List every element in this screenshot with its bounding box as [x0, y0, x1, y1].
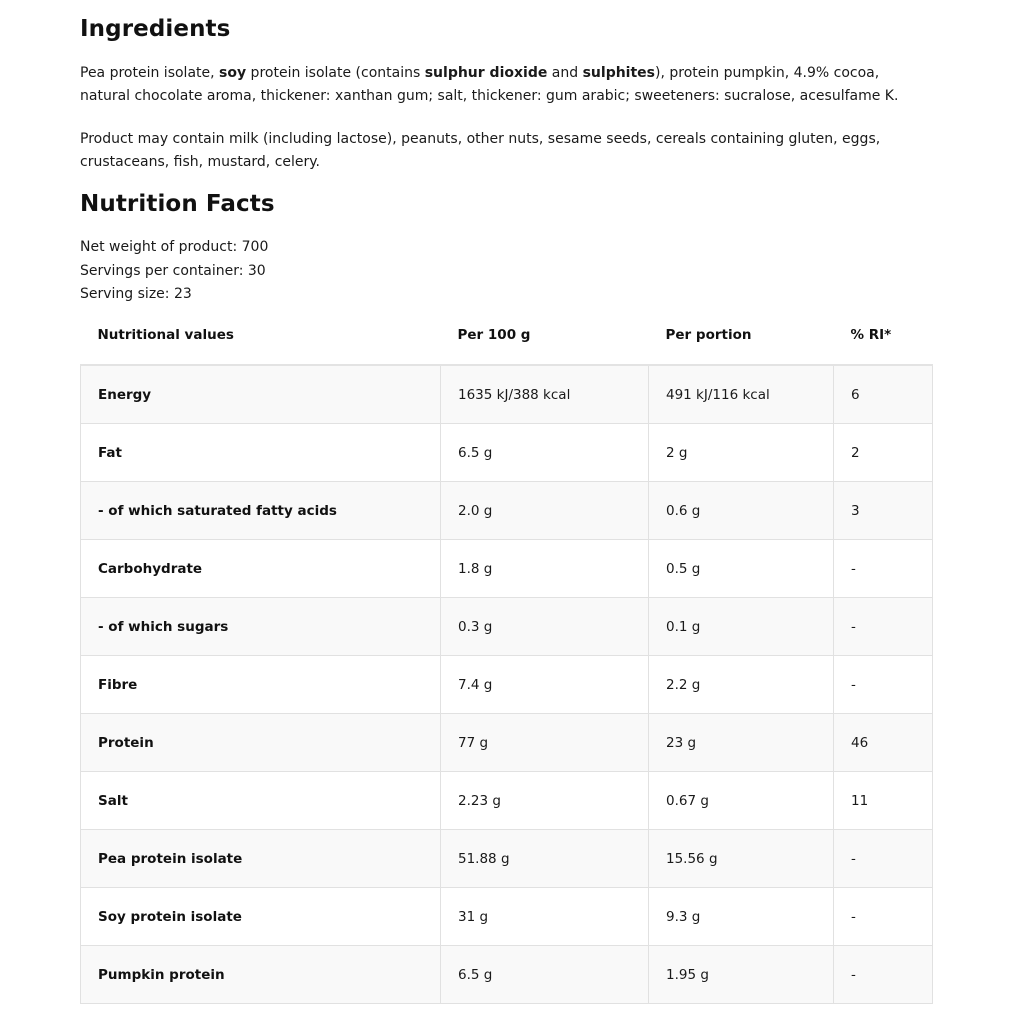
- col-header-ri: % RI*: [834, 306, 933, 365]
- table-row: [81, 365, 933, 424]
- value-per-portion: 0.5 g: [649, 540, 834, 598]
- table-header-row: [81, 306, 933, 365]
- value-ri: 11: [834, 772, 933, 830]
- value-per-portion: 9.3 g: [649, 888, 834, 946]
- product-meta: [80, 236, 268, 307]
- col-header-nutritional-values: Nutritional values: [81, 306, 441, 365]
- value-per-portion: 0.67 g: [649, 772, 834, 830]
- table-row: [81, 656, 933, 714]
- nutrient-name: Energy: [81, 365, 441, 424]
- table-row: [81, 598, 933, 656]
- allergen-sulphur-dioxide: sulphur dioxide: [424, 65, 548, 81]
- col-header-per-100g: Per 100 g: [441, 306, 649, 365]
- value-per-100g: 6.5 g: [441, 424, 649, 482]
- nutrient-name: Carbohydrate: [81, 540, 441, 598]
- table-row: [81, 772, 933, 830]
- nutrient-name: - of which saturated fatty acids: [81, 482, 441, 540]
- nutrient-name: - of which sugars: [81, 598, 441, 656]
- value-per-portion: 2.2 g: [649, 656, 834, 714]
- value-ri: 6: [834, 365, 933, 424]
- net-weight: Net weight of product: 700: [80, 239, 269, 255]
- nutrition-table: [80, 306, 933, 1004]
- nutrient-name: Pumpkin protein: [81, 946, 441, 1004]
- table-row: [81, 482, 933, 540]
- value-per-100g: 1.8 g: [441, 540, 649, 598]
- nutrient-name: Salt: [81, 772, 441, 830]
- value-per-portion: 23 g: [649, 714, 834, 772]
- value-per-portion: 15.56 g: [649, 830, 834, 888]
- nutrient-name: Fibre: [81, 656, 441, 714]
- ingredients-part: and: [547, 65, 583, 81]
- value-per-100g: 2.0 g: [441, 482, 649, 540]
- servings-per-container: Servings per container: 30: [80, 262, 266, 279]
- value-per-100g: 0.3 g: [441, 598, 649, 656]
- nutrition-heading: Nutrition Facts: [80, 191, 275, 217]
- allergen-sulphites: sulphites: [582, 65, 655, 81]
- allergen-note: Product may contain milk (including lactose), peanuts, other nuts, sesame seeds, cereals containing gluten, eggs, crustaceans, fish, mustard, celery.: [80, 131, 881, 170]
- ingredients-part: protein isolate (contains: [246, 65, 425, 81]
- value-ri: -: [834, 888, 933, 946]
- value-ri: -: [834, 946, 933, 1004]
- table-row: [81, 946, 933, 1004]
- table-row: [81, 888, 933, 946]
- value-ri: -: [834, 540, 933, 598]
- allergen-soy: soy: [219, 65, 247, 81]
- value-per-100g: 31 g: [441, 888, 649, 946]
- value-ri: -: [834, 830, 933, 888]
- value-per-portion: 0.6 g: [649, 482, 834, 540]
- value-per-100g: 1635 kJ/388 kcal: [441, 365, 649, 424]
- value-ri: 46: [834, 714, 933, 772]
- nutrient-name: Soy protein isolate: [81, 888, 441, 946]
- nutrient-name: Protein: [81, 714, 441, 772]
- value-per-portion: 491 kJ/116 kcal: [649, 365, 834, 424]
- value-ri: -: [834, 656, 933, 714]
- nutrient-name: Pea protein isolate: [81, 830, 441, 888]
- value-per-100g: 77 g: [441, 714, 649, 772]
- serving-size: Serving size: 23: [80, 286, 192, 302]
- ingredients-part: Pea protein isolate,: [80, 65, 220, 81]
- table-row: [81, 714, 933, 772]
- value-per-100g: 6.5 g: [441, 946, 649, 1004]
- ingredients-heading: Ingredients: [80, 16, 231, 42]
- value-ri: -: [834, 598, 933, 656]
- value-per-100g: 2.23 g: [441, 772, 649, 830]
- value-per-portion: 2 g: [649, 424, 834, 482]
- value-per-100g: 7.4 g: [441, 656, 649, 714]
- ingredients-part: ), protein pumpkin, 4.9% cocoa, natural chocolate aroma, thickener: xanthan gum; salt, thickener: gum arabic; sweeteners: sucralose, acesulfame K.: [80, 65, 899, 104]
- value-ri: 2: [834, 424, 933, 482]
- value-per-portion: 1.95 g: [649, 946, 834, 1004]
- ingredients-text: [80, 62, 932, 108]
- table-row: [81, 830, 933, 888]
- table-row: [81, 424, 933, 482]
- table-row: [81, 540, 933, 598]
- col-header-per-portion: Per portion: [649, 306, 834, 365]
- value-ri: 3: [834, 482, 933, 540]
- value-per-portion: 0.1 g: [649, 598, 834, 656]
- nutrient-name: Fat: [81, 424, 441, 482]
- value-per-100g: 51.88 g: [441, 830, 649, 888]
